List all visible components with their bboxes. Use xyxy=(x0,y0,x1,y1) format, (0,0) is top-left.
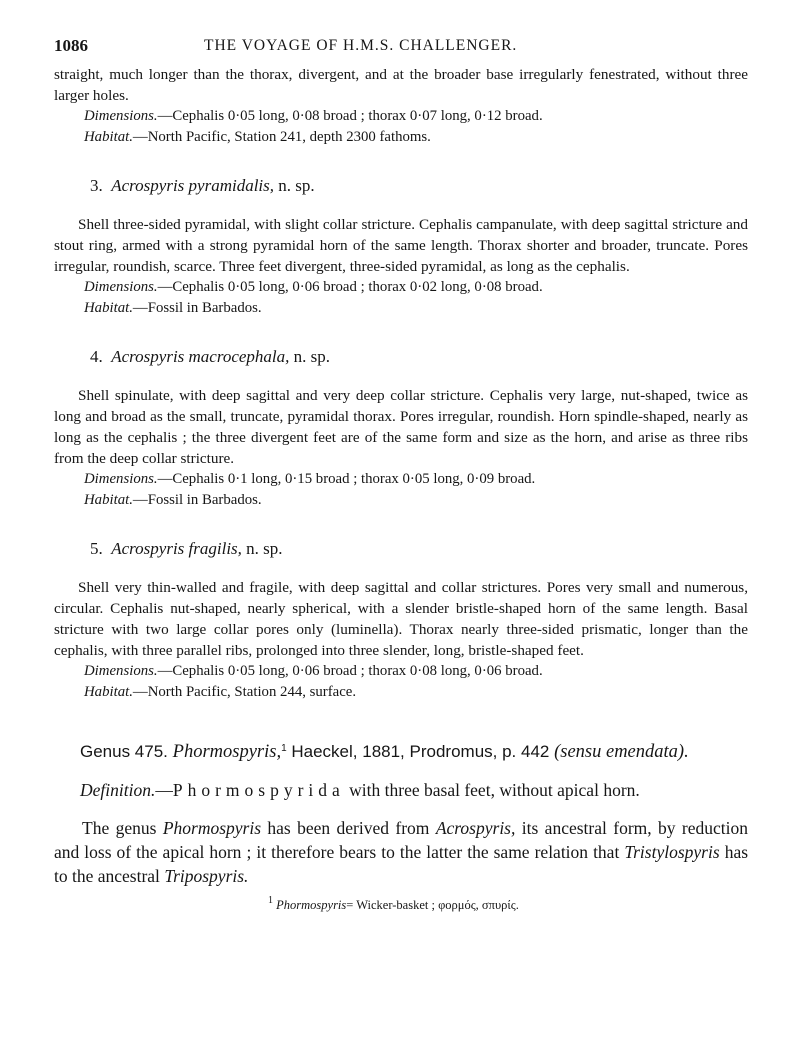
page-number: 1086 xyxy=(54,36,88,55)
species-dimensions: Dimensions.—Cephalis 0·05 long, 0·06 broad ; thorax 0·08 long, 0·06 broad. xyxy=(84,663,543,679)
species-heading: 5. Acrospyris fragilis, n. sp. xyxy=(90,539,283,558)
species-description: Shell three-sided pyramidal, with slight collar stricture. Cephalis campanulate, with deep sagittal stricture and stout ring, armed with a strong pyramidal horn of the same length. Thorax shorter and broader, truncate. Pores irregular, roundish, scarce. Three feet divergent, three-sided pyramidal, as long as the cephalis. xyxy=(54,216,748,275)
genus-definition: Definition.—Phormospyrida with three basal feet, without apical horn. xyxy=(80,780,640,800)
running-title: THE VOYAGE OF H.M.S. CHALLENGER. xyxy=(204,37,518,54)
species-dimensions: Dimensions.—Cephalis 0·1 long, 0·15 broad ; thorax 0·05 long, 0·09 broad. xyxy=(84,471,536,487)
page-header xyxy=(54,36,748,64)
intro-text: straight, much longer than the thorax, divergent, and at the broader base irregularly fenestrated, without three larger holes. xyxy=(54,66,748,104)
species-habitat: Habitat.—North Pacific, Station 244, surface. xyxy=(84,684,357,700)
species-heading: 3. Acrospyris pyramidalis, n. sp. xyxy=(90,176,315,195)
species-heading: 4. Acrospyris macrocephala, n. sp. xyxy=(90,347,331,366)
species-habitat: Habitat.—Fossil in Barbados. xyxy=(84,492,262,508)
intro-habitat: Habitat.—North Pacific, Station 241, depth 2300 fathoms. xyxy=(84,129,431,145)
intro-dimensions: Dimensions.—Cephalis 0·05 long, 0·08 broad ; thorax 0·07 long, 0·12 broad. xyxy=(84,108,543,124)
genus-paragraph: The genus Phormospyris has been derived from Acrospyris, its ancestral form, by reduction and loss of the apical horn ; it therefore bears to the latter the same relation that Tristylospyris has to the ancestral Tripospyris. xyxy=(54,818,749,886)
species-dimensions: Dimensions.—Cephalis 0·05 long, 0·06 broad ; thorax 0·02 long, 0·08 broad. xyxy=(84,279,543,295)
footnote: $^1$ Phormospyris= Wicker-basket ; φορμός, σπυρίς. xyxy=(268,895,519,912)
species-description: Shell very thin-walled and fragile, with deep sagittal and collar strictures. Pores very small and numerous, circular. Cephalis nut-shaped, nearly spherical, with a slender bristle-shaped horn of the same length. Basal stricture with two large collar pores only (luminella). Thorax nearly three-sided prismatic, longer than the cephalis, with three parallel ribs, prolonged into three slender, long, bristle-shaped feet. xyxy=(54,579,748,659)
species-description: Shell spinulate, with deep sagittal and very deep collar stricture. Cephalis very large, nut-shaped, twice as long and broad as the small, truncate, pyramidal thorax. Pores irregular, roundish. Horn spindle-shaped, nearly as long as the cephalis ; the three divergent feet are of the same form and size as the horn, and arise as three ribs from the deep collar stricture. xyxy=(54,387,748,467)
species-habitat: Habitat.—Fossil in Barbados. xyxy=(84,300,262,316)
document-page xyxy=(54,36,748,914)
genus-heading: Genus 475. Phormospyris,$^1$ Haeckel, 1881, Prodromus, p. 442 (sensu emendata). xyxy=(80,742,689,762)
